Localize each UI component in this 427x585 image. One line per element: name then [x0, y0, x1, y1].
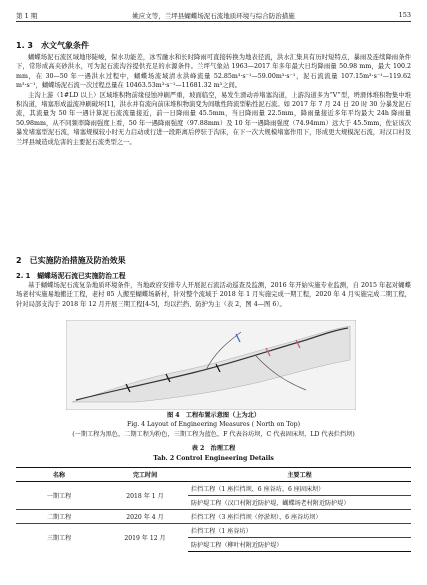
cell-work: 拦挡工程（3 座拦挡坝（停淤坝）、6 座谷坊坝） [188, 510, 411, 524]
table-title-en: Tab. 2 Control Engineering Details [153, 455, 274, 462]
section-1-3-body [16, 53, 411, 147]
table-row [16, 510, 411, 524]
cell-time: 2020 年 4 月 [102, 510, 188, 524]
cell-work: 防护堤工程（汉口村附近防护堤、蝴蝶场老村附近防护堤） [188, 496, 411, 510]
cell-name: 一期工程 [16, 482, 102, 510]
cell-work: 防护堤工程（柳叶村附近防护堤） [188, 538, 411, 552]
figure-note: (一期工程为黑色，二期工程为粉色，三期工程为蓝色，F 代表谷坊坝，C 代表固床坝，LD 代表拦挡坝) [72, 431, 355, 438]
control-engineering-table [16, 467, 411, 552]
engineering-layout-map [66, 320, 356, 410]
figure-caption-cn: 图 4 工程布置示意图（上为北） [166, 412, 261, 419]
page-number: 153 [398, 11, 411, 19]
paragraph: 基于蝴蝶场泥石流复杂地质环境条件，当地政府安排专人开展泥石流活动巡查及监测，2016 年开始实施专业监测，自 2015 年起对蝴蝶场老村实施易地搬迁工程，老村 85 人搬至蝴蝶场新村，针对整个流域于 2018 年 1 月实施完成一期工程，2020 年 4 月实施完成二期工程，针对局部支沟于 2018 年 12 月开展三期工程[4-5]，均以拦挡、防护为主（表 2，图 4—图 6）。 [16, 282, 411, 308]
table-header-row [16, 468, 411, 482]
section-2-1-body [16, 281, 411, 309]
col-header-time: 完工时间 [102, 468, 188, 482]
col-header-name: 名称 [16, 468, 102, 482]
cell-name: 三期工程 [16, 524, 102, 552]
running-title: 姚应文等，兰坪县蝴蝶场泥石流地质环境与综合防治措施 [132, 11, 295, 20]
table-row [16, 524, 411, 538]
col-header-work: 主要工程 [188, 468, 411, 482]
cell-time: 2018 年 1 月 [102, 482, 188, 510]
cell-name: 二期工程 [16, 510, 102, 524]
running-header [16, 9, 411, 22]
cell-time: 2019 年 12 月 [102, 524, 188, 552]
section-2-title: 2 已实施防治措施及防治效果 [16, 256, 126, 265]
figure-caption-en: Fig. 4 Layout of Engineering Measures ( North on Top) [126, 421, 301, 428]
cell-work: 拦挡工程（1 座拦挡坝、6 座谷坊、6 座固床坝） [188, 482, 411, 496]
paragraph: 蝴蝶场泥石流区域地形陡峻，保水功能差，冰雪融水和长时降雨可直接转换为地表径流，洪水汇集具有历时短特点，暴雨及连续降雨条件下，常形成高夹砂洪水，可为泥石流沟谷提供充足的水源条件。兰坪气象站 1963—2017 年多年最大日均降雨量 50.98 mm，最大 100.2 mm，在 30—50 年一遇洪水过程中，蝴蝶场流域清水洪峰流量 52.85m³·s⁻¹—59.00m³·s⁻¹，泥石流流量 107.15m³·s⁻¹—119.62 m³·s⁻¹，蝴蝶场泥石流一次过程总量在 10463.53m³·s⁻¹—11681.32 m³之间。 [16, 54, 411, 90]
issue-label: 第 1 期 [16, 11, 38, 20]
section-2-1-title: 2. 1 蝴蝶场泥石流已实施防治工程 [16, 272, 126, 280]
paragraph: 主沟上游（1#LD 以上）区域堆积物前缘侵蚀冲刷严重，坡面临空，易发生滑动并堵塞沟道，上游沟道多为“V”型，坍滑体堆积物集中堆积沟道，堵塞形成溢流冲刷破坏[1]，洪水并有流向前床堆积物演变为间歇性阵流型粘性泥石流。如 2017 年 7 月 24 日 20 时 30 分暴发泥石流，其流量为 50 年一遇计算泥石流流量接近，前一日降雨量 45.5mm，当日降雨量 22.5mm，降雨量接近多年平均最大 24h 降雨量 50.98mm，从不同频率降雨强度上看，50 年一遇降雨强度（97.88mm）及 10 年一遇降雨强度（74.94mm）远大于 45.5mm，佐证该次暴发堵塞型泥石流，堵塞规模较小时无力启动或行进一段距离后停驻于沟床，在下一次大规模堵塞作用下，形成更大规模泥石流，对汉口村及兰坪县城造成危害的主要泥石流类型之一。 [16, 91, 411, 146]
table-title-cn: 表 2 治理工程 [191, 445, 236, 452]
section-1-3-title: 1. 3 水文气象条件 [16, 41, 89, 50]
table-row [16, 482, 411, 496]
cell-work: 拦挡工程（1 座谷坊） [188, 524, 411, 538]
